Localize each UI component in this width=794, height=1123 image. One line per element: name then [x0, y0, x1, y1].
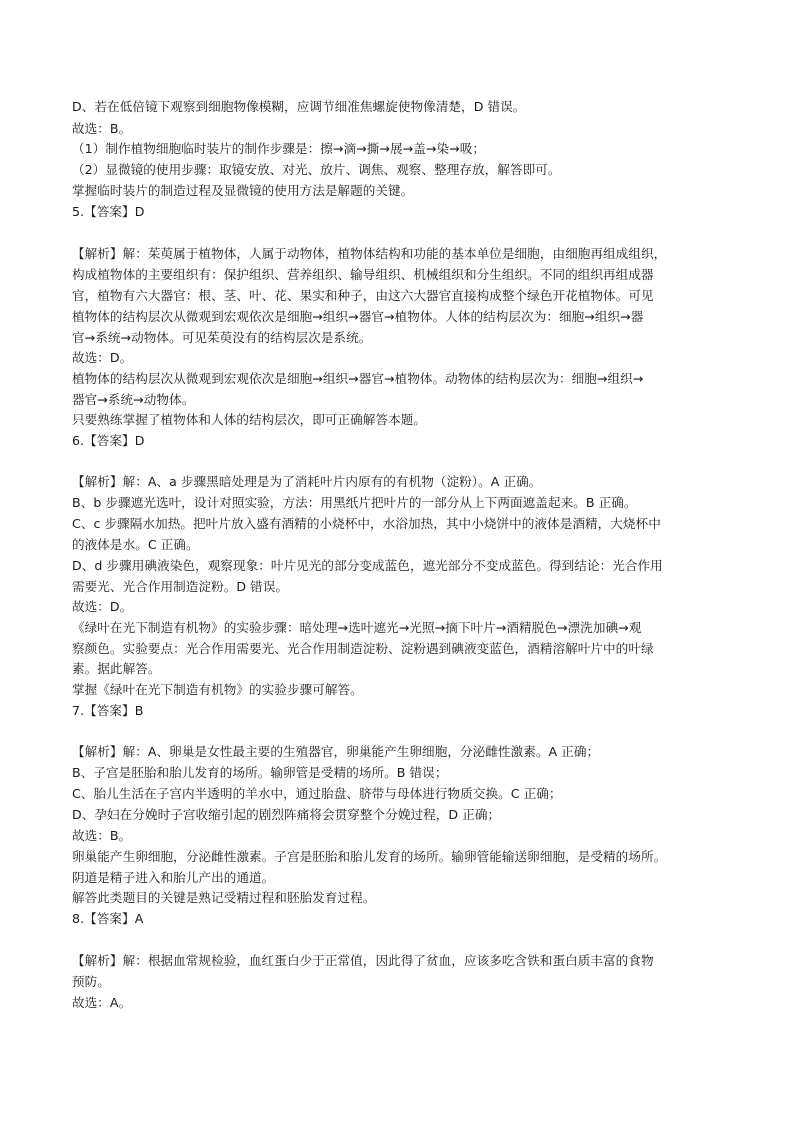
- text-line: D、d 步骤用碘液染色，观察现象：叶片见光的部分变成蓝色，遮光部分不变成蓝色。得到结论：光合作用: [72, 558, 663, 573]
- text-line: 故选：B。: [72, 828, 132, 843]
- text-line: 故选：B。: [72, 121, 132, 136]
- answer-heading: 5.【答案】D: [72, 204, 145, 219]
- text-line: 掌握《绿叶在光下制造有机物》的实验步骤可解答。: [72, 682, 363, 697]
- text-line: 官→系统→动物体。可见茱萸没有的结构层次是系统。: [72, 330, 372, 345]
- text-line: （2）显微镜的使用步骤：取镜安放、对光、放片、调焦、观察、整理存放，解答即可。: [72, 162, 561, 177]
- text-line: 植物体的结构层次从微观到宏观依次是细胞→组织→器官→植物体。人体的结构层次为：细胞→组织→器: [72, 309, 644, 324]
- text-line: 察颜色。实验要点：光合作用需要光、光合作用制造淀粉、淀粉遇到碘液变蓝色，酒精溶解叶片中的叶绿: [72, 641, 654, 656]
- text-line: D、孕妇在分娩时子宫收缩引起的剧烈阵痛将会贯穿整个分娩过程，D 正确；: [72, 807, 501, 822]
- text-line: B、b 步骤遮光选叶，设计对照实验，方法：用黑纸片把叶片的一部分从上下两面遮盖起来。B 正确。: [72, 495, 637, 510]
- text-line: 故选：D。: [72, 350, 133, 365]
- text-line: 故选：A。: [72, 995, 132, 1010]
- text-line: 故选：D。: [72, 599, 133, 614]
- text-line: 植物体的结构层次从微观到宏观依次是细胞→组织→器官→植物体。动物体的结构层次为：细胞→组织→: [72, 371, 644, 386]
- text-line: 的液体是水。C 正确。: [72, 537, 199, 552]
- answer-heading: 7.【答案】B: [72, 703, 144, 718]
- text-line: B、子宫是胚胎和胎儿发育的场所。输卵管是受精的场所。B 错误；: [72, 765, 448, 780]
- text-line: 解答此类题目的关键是熟记受精过程和胚胎发育过程。: [72, 890, 376, 905]
- text-line: 素。据此解答。: [72, 661, 161, 676]
- text-line: 预防。: [72, 974, 110, 989]
- text-line: 【解析】解：A、a 步骤黑暗处理是为了消耗叶片内原有的有机物（淀粉）。A 正确。: [72, 474, 542, 489]
- text-line: 《绿叶在光下制造有机物》的实验步骤：暗处理→选叶遮光→光照→摘下叶片→酒精脱色→漂洗加碘→观: [72, 620, 642, 635]
- text-line: （1）制作植物细胞临时装片的制作步骤是：擦→滴→撕→展→盖→染→吸；: [72, 141, 486, 156]
- text-line: D、若在低倍镜下观察到细胞物像模糊，应调节细准焦螺旋使物像清楚，D 错误。: [72, 99, 526, 114]
- text-line: 阴道是精子进入和胎儿产出的通道。: [72, 870, 275, 885]
- answer-heading: 6.【答案】D: [72, 433, 145, 448]
- text-line: 卵巢能产生卵细胞，分泌雌性激素。子宫是胚胎和胎儿发育的场所。输卵管能输送卵细胞，是受精的场所。: [72, 849, 667, 864]
- text-line: 需要光、光合作用制造淀粉。D 错误。: [72, 579, 289, 594]
- text-line: C、c 步骤隔水加热。把叶片放入盛有酒精的小烧杯中，水浴加热，其中小烧饼中的液体是酒精，大烧杯中: [72, 516, 661, 531]
- text-line: 只要熟练掌握了植物体和人体的结构层次，即可正确解答本题。: [72, 412, 427, 427]
- text-line: 【解析】解：茱萸属于植物体，人属于动物体，植物体结构和功能的基本单位是细胞，由细胞再组成组织，: [72, 246, 667, 261]
- text-line: 掌握临时装片的制造过程及显微镜的使用方法是解题的关键。: [72, 183, 414, 198]
- text-line: 【解析】解：根据血常规检验，血红蛋白少于正常值，因此得了贫血，应该多吃含铁和蛋白质丰富的食物: [72, 953, 654, 968]
- answer-heading: 8.【答案】A: [72, 911, 144, 926]
- text-line: 器官→系统→动物体。: [72, 392, 195, 407]
- text-line: C、胎儿生活在子宫内半透明的羊水中，通过胎盘、脐带与母体进行物质交换。C 正确；: [72, 786, 562, 801]
- text-line: 官，植物有六大器官：根、茎、叶、花、果实和种子，由这六大器官直接构成整个绿色开花植物体。可见: [72, 288, 654, 303]
- text-line: 【解析】解：A、卵巢是女性最主要的生殖器官，卵巢能产生卵细胞，分泌雌性激素。A 正确；: [72, 744, 600, 759]
- text-line: 构成植物体的主要组织有：保护组织、营养组织、输导组织、机械组织和分生组织。不同的组织再组成器: [72, 267, 654, 282]
